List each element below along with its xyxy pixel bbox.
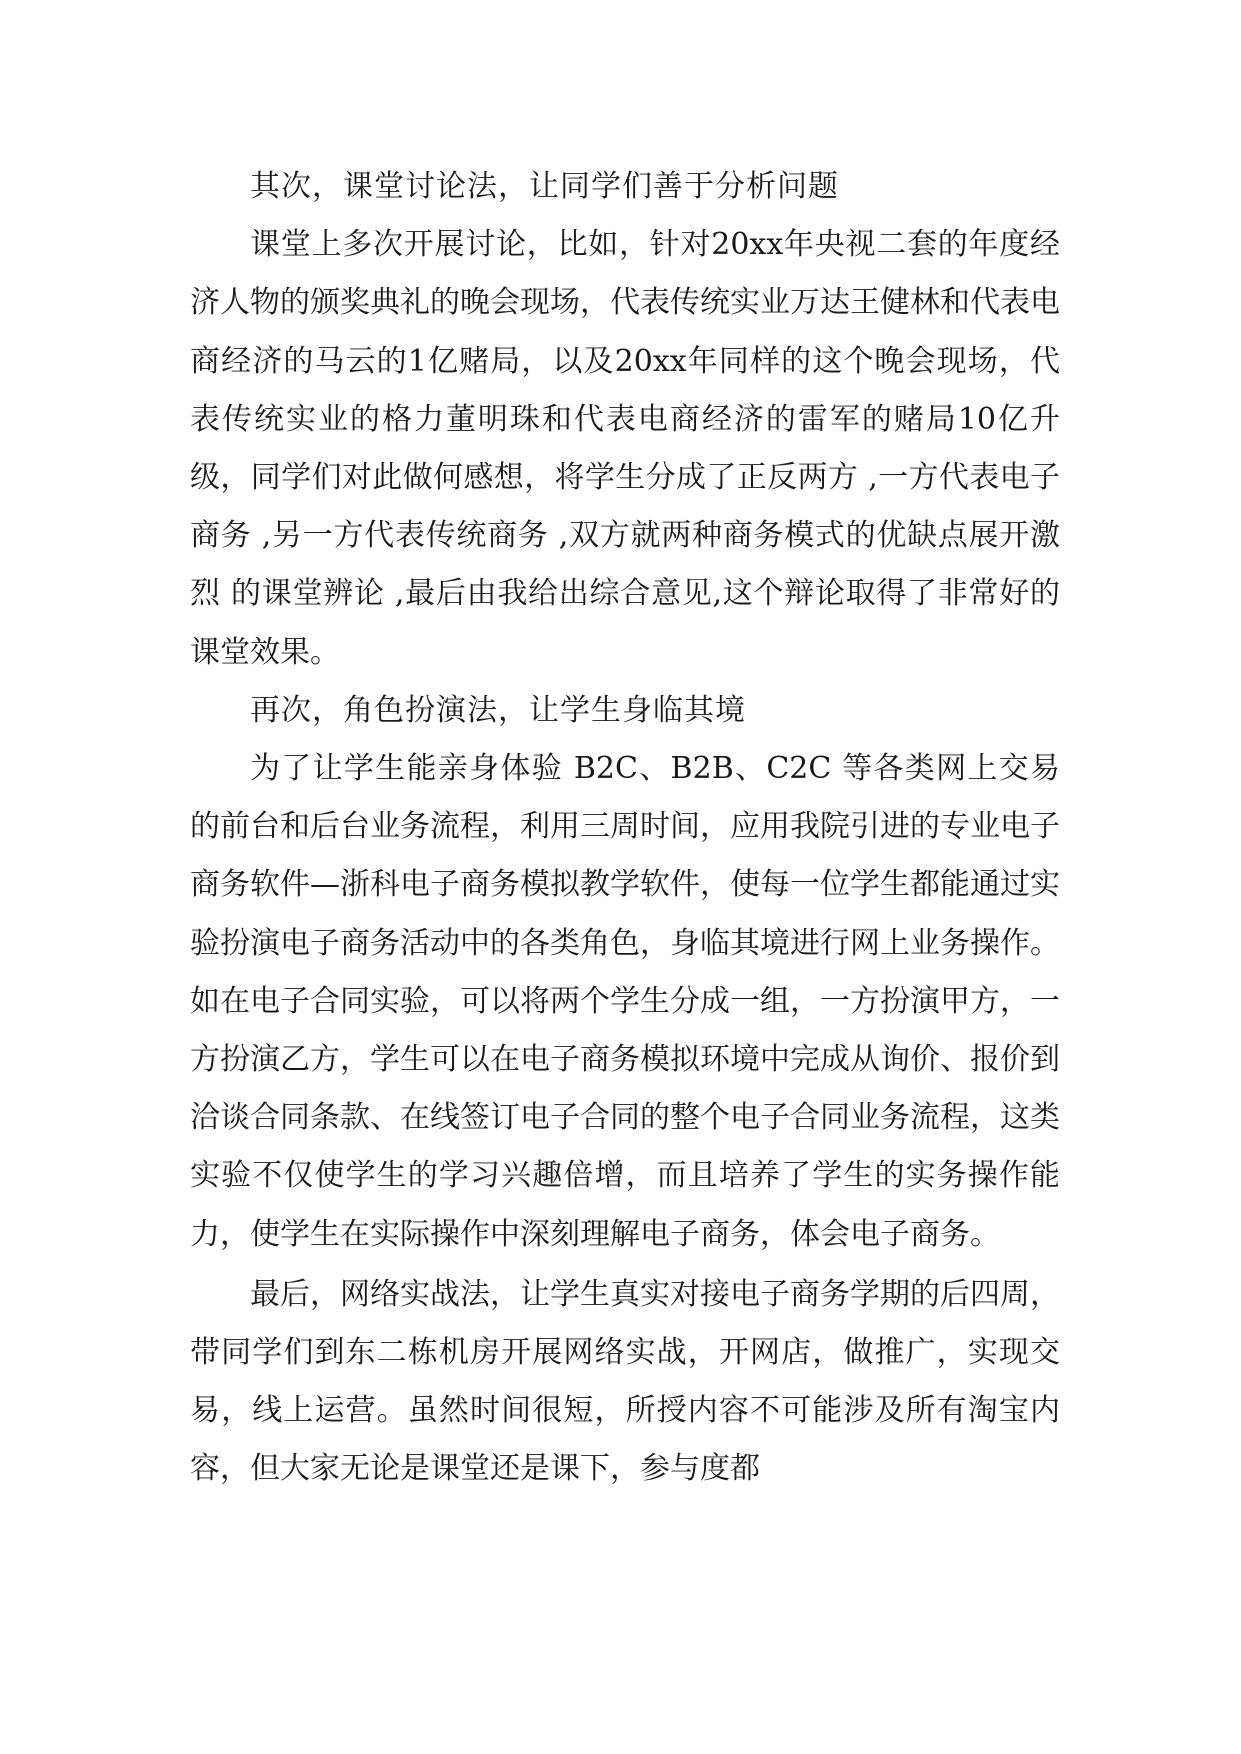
paragraph-online-practice: 最后，网络实战法，让学生真实对接电子商务学期的后四周，带同学们到东二栋机房开展网络实战，开网店，做推广，实现交易，线上运营。虽然时间很短，所授内容不可能涉及所有淘宝内容，但大家无论是课堂还是课下，参与度都 — [190, 1276, 1060, 1487]
section-heading-discussion: 其次，课堂讨论法，让同学们善于分析问题 — [250, 169, 839, 204]
document-body — [190, 158, 1060, 1499]
paragraph-discussion: 课堂上多次开展讨论，比如，针对20xx年央视二套的年度经济人物的颁奖典礼的晚会现场，代表传统实业万达王健林和代表电商经济的马云的1亿赌局，以及20xx年同样的这个晚会现场，代表传统实业的格力董明珠和代表电商经济的雷军的赌局10亿升级，同学们对此做何感想，将学生分成了正反两方 ,一方代表电子商务 ,另一方代表传统商务 ,双方就两种商务模式的优缺点展开激烈 的课堂辨论 ,最后由我给出综合意见,这个辩论取得了非常好的课堂效果。 — [190, 227, 1060, 670]
section-heading-role-play: 再次，角色扮演法，让学生身临其境 — [250, 692, 746, 728]
paragraph-role-play: 为了让学生能亲身体验 B2C、B2B、C2C 等各类网上交易的前台和后台业务流程，利用三周时间，应用我院引进的专业电子商务软件—浙科电子商务模拟教学软件，使每一位学生都能通过实验扮演电子商务活动中的各类角色，身临其境进行网上业务操作。如在电子合同实验，可以将两个学生分成一组，一方扮演甲方，一方扮演乙方，学生可以在电子商务模拟环境中完成从询价、报价到洽谈合同条款、在线签订电子合同的整个电子合同业务流程，这类实验不仅使学生的学习兴趣倍增，而且培养了学生的实务操作能力，使学生在实际操作中深刻理解电子商务，体会电子商务。 — [190, 751, 1060, 1252]
